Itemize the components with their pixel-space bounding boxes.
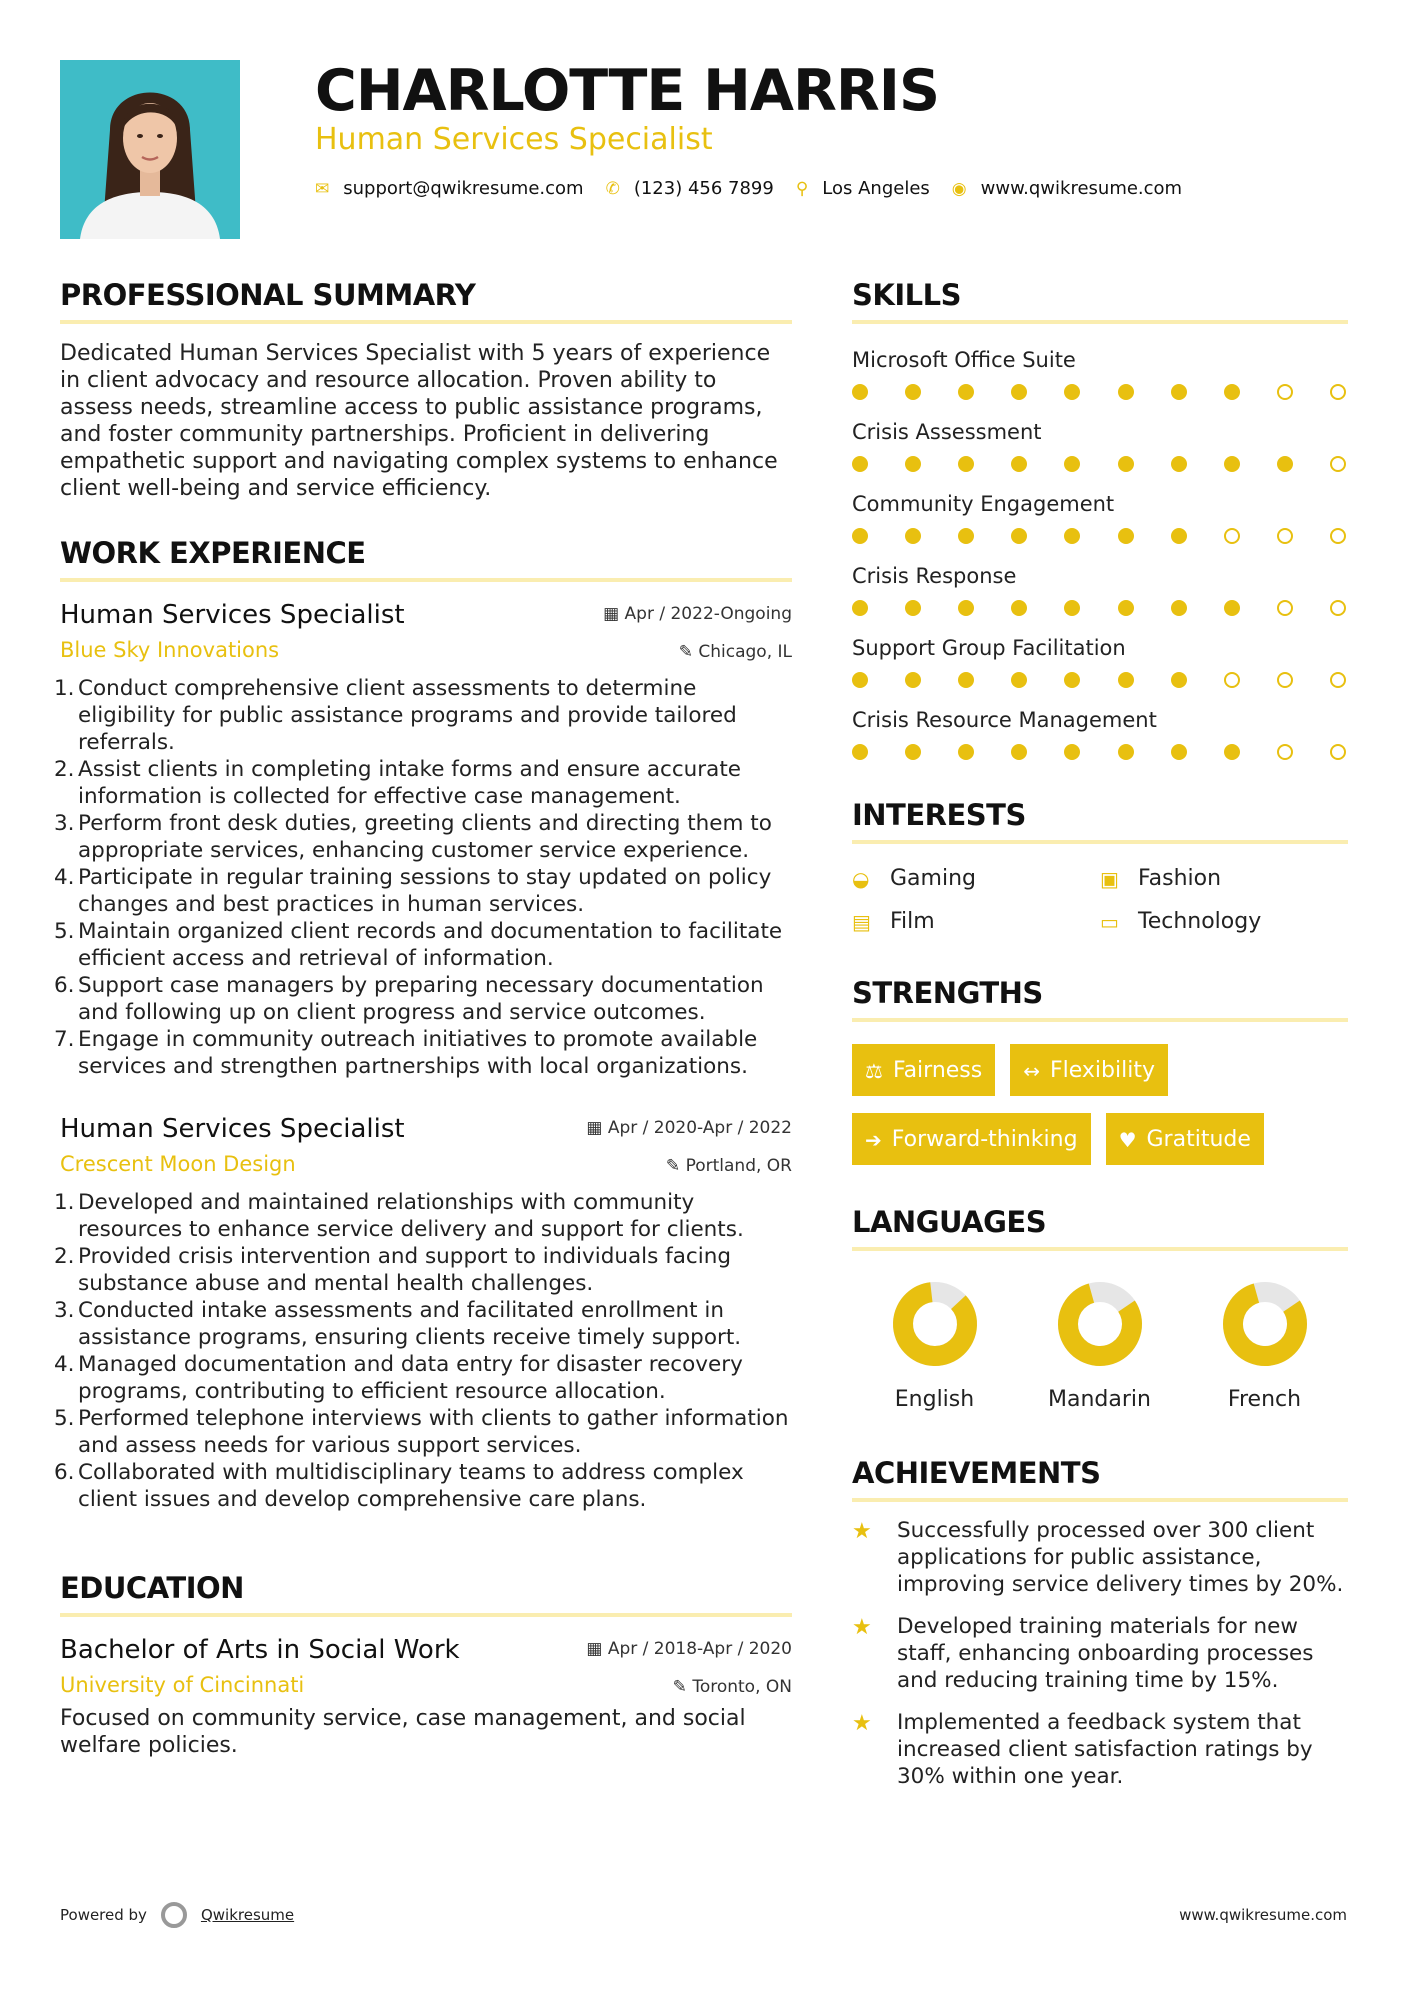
languages-heading: LANGUAGES	[852, 1205, 1348, 1251]
powered-by-label: Powered by	[60, 1906, 147, 1924]
language-donut	[1055, 1279, 1145, 1369]
job-title: Human Services Specialist	[60, 1114, 405, 1144]
list-item	[54, 756, 792, 810]
rating-dot-empty	[1277, 744, 1293, 760]
list-text: Perform front desk duties, greeting clients and directing them to appropriate services, enhancing customer service experience.	[78, 811, 772, 863]
rating-dot-filled	[1118, 456, 1134, 472]
contact-email[interactable]: support@qwikresume.com	[343, 178, 584, 199]
portrait-illustration	[60, 60, 240, 239]
rating-dot-filled	[1171, 456, 1187, 472]
rating-dot-filled	[1171, 384, 1187, 400]
rating-dot-empty	[1330, 744, 1346, 760]
language-item	[1182, 1279, 1347, 1412]
achievements-heading: ACHIEVEMENTS	[852, 1456, 1348, 1502]
list-number: 1.	[54, 1190, 75, 1215]
rating-dot-filled	[1011, 456, 1027, 472]
list-text: Managed documentation and data entry for disaster recovery programs, contributing to efficient resource allocation.	[78, 1352, 743, 1404]
language-name: Mandarin	[1048, 1387, 1151, 1412]
heart-icon: ♥	[1118, 1127, 1137, 1152]
rating-dot-empty	[1330, 456, 1346, 472]
list-number: 2.	[54, 1244, 75, 1269]
list-item	[54, 1026, 792, 1080]
rating-dot-filled	[905, 384, 921, 400]
arrow-right-icon: ➔	[865, 1127, 882, 1152]
education-location-text: Toronto, ON	[692, 1677, 792, 1697]
skill-item	[852, 708, 1348, 760]
rating-dot-empty	[1330, 384, 1346, 400]
calendar-icon: ▦	[603, 604, 625, 624]
qwikresume-logo-icon	[161, 1902, 187, 1928]
list-number: 3.	[54, 1298, 75, 1323]
skill-rating	[852, 456, 1348, 472]
right-column	[852, 278, 1348, 1790]
skill-rating	[852, 528, 1348, 544]
achievements-list	[852, 1517, 1348, 1790]
education-entry	[60, 1635, 792, 1759]
calendar-icon: ▦	[586, 1118, 608, 1138]
education-heading: EDUCATION	[60, 1571, 792, 1617]
list-number: 4.	[54, 1352, 75, 1377]
job-location	[679, 642, 792, 662]
language-item	[1017, 1279, 1182, 1412]
gamepad-icon: ◒	[852, 866, 870, 891]
interest-item	[852, 866, 1100, 891]
envelope-icon: ✉	[315, 178, 330, 199]
job-entry	[54, 600, 792, 1080]
rating-dot-filled	[1064, 528, 1080, 544]
rating-dot-filled	[852, 744, 868, 760]
list-item	[54, 1297, 792, 1351]
job-location	[666, 1156, 792, 1176]
skill-item	[852, 636, 1348, 688]
rating-dot-filled	[1118, 600, 1134, 616]
list-text: Engage in community outreach initiatives to promote available services and strengthen partnerships with local organizations.	[78, 1027, 758, 1079]
rating-dot-filled	[1011, 528, 1027, 544]
strength-chip	[852, 1113, 1091, 1165]
contact-website[interactable]: www.qwikresume.com	[980, 178, 1183, 199]
list-number: 3.	[54, 811, 75, 836]
job-date	[603, 604, 792, 624]
candidate-name: CHARLOTTE HARRIS	[315, 58, 939, 124]
education-date	[586, 1639, 792, 1659]
skill-name: Support Group Facilitation	[852, 636, 1126, 660]
rating-dot-filled	[1277, 456, 1293, 472]
star-icon: ★	[852, 1519, 872, 1544]
rating-dot-empty	[1330, 528, 1346, 544]
job-location-text: Portland, OR	[685, 1156, 792, 1176]
interests-list	[852, 866, 1348, 934]
rating-dot-filled	[852, 456, 868, 472]
interest-label: Fashion	[1138, 866, 1222, 891]
skill-item	[852, 564, 1348, 616]
achievement-text: Implemented a feedback system that increased client satisfaction ratings by 30% within one year.	[897, 1710, 1313, 1789]
calendar-icon: ▦	[586, 1639, 608, 1659]
list-item	[54, 675, 792, 756]
brand-link[interactable]: Qwikresume	[200, 1906, 295, 1924]
skill-rating	[852, 600, 1348, 616]
phone-icon: ✆	[605, 178, 620, 199]
interest-label: Film	[890, 909, 935, 934]
skill-rating	[852, 744, 1348, 760]
interest-label: Gaming	[890, 866, 976, 891]
strength-chip	[1106, 1113, 1264, 1165]
list-item	[54, 864, 792, 918]
language-name: English	[894, 1387, 975, 1412]
rating-dot-empty	[1224, 672, 1240, 688]
rating-dot-filled	[1011, 744, 1027, 760]
list-number: 1.	[54, 676, 75, 701]
star-icon: ★	[852, 1711, 872, 1736]
film-icon: ▤	[852, 909, 871, 934]
scale-icon: ⚖	[865, 1058, 883, 1083]
rating-dot-empty	[1277, 528, 1293, 544]
strength-label: Forward-thinking	[891, 1127, 1078, 1152]
list-text: Provided crisis intervention and support to individuals facing substance abuse and mental health challenges.	[78, 1244, 731, 1296]
footer-powered-by	[60, 1902, 294, 1928]
rating-dot-filled	[1011, 384, 1027, 400]
rating-dot-filled	[1064, 744, 1080, 760]
rating-dot-filled	[1011, 672, 1027, 688]
achievement-text: Developed training materials for new staff, enhancing onboarding processes and reducing training time by 15%.	[897, 1614, 1314, 1693]
skills-heading: SKILLS	[852, 278, 1348, 324]
rating-dot-filled	[1064, 456, 1080, 472]
job-bullets	[54, 1189, 792, 1513]
education-description: Focused on community service, case management, and social welfare policies.	[60, 1706, 746, 1758]
strengths-list	[852, 1044, 1348, 1165]
skill-name: Crisis Resource Management	[852, 708, 1157, 732]
list-text: Participate in regular training sessions to stay updated on policy changes and best practices in human services.	[78, 865, 772, 917]
list-text: Conduct comprehensive client assessments to determine eligibility for public assistance programs and provide tailored referrals.	[78, 676, 737, 755]
rating-dot-filled	[1118, 528, 1134, 544]
list-item	[54, 1459, 792, 1513]
strength-chip	[1010, 1044, 1168, 1096]
degree-title: Bachelor of Arts in Social Work	[60, 1635, 460, 1665]
rating-dot-filled	[852, 672, 868, 688]
list-number: 6.	[54, 973, 75, 998]
achievement-text: Successfully processed over 300 client applications for public assistance, improving service delivery times by 20%.	[897, 1518, 1344, 1597]
skills-list	[852, 348, 1348, 760]
list-number: 5.	[54, 919, 75, 944]
contact-bar	[315, 178, 1204, 199]
education-date-text: Apr / 2018-Apr / 2020	[607, 1639, 792, 1659]
language-donut	[1220, 1279, 1310, 1369]
list-item	[54, 1351, 792, 1405]
candidate-title: Human Services Specialist	[315, 122, 713, 157]
list-item	[54, 918, 792, 972]
rating-dot-empty	[1277, 672, 1293, 688]
shopping-bag-icon: ▣	[1100, 866, 1119, 891]
list-item	[54, 1405, 792, 1459]
list-item	[54, 1243, 792, 1297]
rating-dot-filled	[1224, 600, 1240, 616]
achievement-item	[852, 1709, 1348, 1790]
list-text: Assist clients in completing intake forms and ensure accurate information is collected for effective case management.	[78, 757, 741, 809]
list-item	[54, 810, 792, 864]
strengths-heading: STRENGTHS	[852, 976, 1348, 1022]
contact-location: Los Angeles	[822, 178, 930, 199]
school-name: University of Cincinnati	[60, 1673, 305, 1697]
list-number: 4.	[54, 865, 75, 890]
rating-dot-filled	[1171, 528, 1187, 544]
rating-dot-empty	[1277, 384, 1293, 400]
list-text: Maintain organized client records and documentation to facilitate efficient access and retrieval of information.	[78, 919, 783, 971]
rating-dot-empty	[1224, 528, 1240, 544]
interest-item	[1100, 866, 1348, 891]
job-bullets	[54, 675, 792, 1080]
list-number: 7.	[54, 1027, 75, 1052]
location-pin-icon: ⚲	[795, 178, 809, 199]
rating-dot-filled	[958, 456, 974, 472]
language-name: French	[1227, 1387, 1302, 1412]
strength-label: Fairness	[892, 1058, 983, 1083]
rating-dot-filled	[1118, 672, 1134, 688]
skill-name: Microsoft Office Suite	[852, 348, 1076, 372]
job-company: Blue Sky Innovations	[60, 638, 280, 662]
skill-item	[852, 420, 1348, 472]
rating-dot-filled	[1224, 456, 1240, 472]
rating-dot-filled	[1064, 384, 1080, 400]
list-number: 2.	[54, 757, 75, 782]
job-date-text: Apr / 2020-Apr / 2022	[607, 1118, 792, 1138]
job-company: Crescent Moon Design	[60, 1152, 296, 1176]
interest-label: Technology	[1138, 909, 1262, 934]
rating-dot-filled	[1171, 744, 1187, 760]
rating-dot-filled	[958, 744, 974, 760]
list-number: 6.	[54, 1460, 75, 1485]
footer-url[interactable]: www.qwikresume.com	[1179, 1906, 1347, 1924]
education-location	[673, 1677, 792, 1697]
summary-heading: PROFESSIONAL SUMMARY	[60, 278, 792, 324]
language-item	[852, 1279, 1017, 1412]
profile-photo	[60, 60, 240, 239]
globe-icon: ◉	[951, 178, 967, 199]
pushpin-icon: ✎	[678, 642, 699, 662]
rating-dot-empty	[1330, 600, 1346, 616]
rating-dot-filled	[852, 384, 868, 400]
rating-dot-filled	[905, 744, 921, 760]
rating-dot-filled	[1064, 600, 1080, 616]
rating-dot-filled	[958, 528, 974, 544]
contact-phone[interactable]: (123) 456 7899	[633, 178, 774, 199]
rating-dot-filled	[1064, 672, 1080, 688]
strength-chip	[852, 1044, 995, 1096]
rating-dot-filled	[905, 528, 921, 544]
job-location-text: Chicago, IL	[698, 642, 792, 662]
list-number: 5.	[54, 1406, 75, 1431]
rating-dot-filled	[1011, 600, 1027, 616]
rating-dot-filled	[958, 600, 974, 616]
job-date-text: Apr / 2022-Ongoing	[624, 604, 792, 624]
skill-item	[852, 492, 1348, 544]
rating-dot-filled	[852, 600, 868, 616]
rating-dot-filled	[1224, 744, 1240, 760]
rating-dot-filled	[1118, 744, 1134, 760]
star-icon: ★	[852, 1615, 872, 1640]
rating-dot-filled	[1224, 384, 1240, 400]
job-entry	[54, 1114, 792, 1513]
list-item	[54, 1189, 792, 1243]
rating-dot-filled	[905, 672, 921, 688]
list-text: Performed telephone interviews with clients to gather information and assess needs for various support services.	[78, 1406, 789, 1458]
arrows-horizontal-icon: ↔	[1023, 1058, 1040, 1083]
achievement-item	[852, 1517, 1348, 1598]
job-title: Human Services Specialist	[60, 600, 405, 630]
language-donut	[890, 1279, 980, 1369]
skill-item	[852, 348, 1348, 400]
rating-dot-filled	[852, 528, 868, 544]
list-text: Support case managers by preparing necessary documentation and following up on client progress and service outcomes.	[78, 973, 764, 1025]
pushpin-icon: ✎	[665, 1156, 686, 1176]
interests-heading: INTERESTS	[852, 798, 1348, 844]
skill-name: Crisis Response	[852, 564, 1017, 588]
list-text: Developed and maintained relationships with community resources to enhance service delivery and support for clients.	[78, 1190, 744, 1242]
job-date	[586, 1118, 792, 1138]
rating-dot-filled	[1171, 600, 1187, 616]
languages-list	[852, 1279, 1348, 1412]
interest-item	[1100, 909, 1348, 934]
list-text: Conducted intake assessments and facilitated enrollment in assistance programs, ensuring clients receive timely support.	[78, 1298, 742, 1350]
rating-dot-empty	[1330, 672, 1346, 688]
skill-rating	[852, 384, 1348, 400]
achievement-item	[852, 1613, 1348, 1694]
rating-dot-filled	[1171, 672, 1187, 688]
list-text: Collaborated with multidisciplinary teams to address complex client issues and develop comprehensive care plans.	[78, 1460, 744, 1512]
rating-dot-filled	[958, 384, 974, 400]
left-column	[54, 278, 792, 1759]
pushpin-icon: ✎	[672, 1677, 693, 1697]
rating-dot-filled	[1118, 384, 1134, 400]
skill-name: Crisis Assessment	[852, 420, 1042, 444]
skill-rating	[852, 672, 1348, 688]
rating-dot-filled	[905, 456, 921, 472]
skill-name: Community Engagement	[852, 492, 1115, 516]
list-item	[54, 972, 792, 1026]
interest-item	[852, 909, 1100, 934]
laptop-icon: ▭	[1100, 909, 1119, 934]
rating-dot-filled	[958, 672, 974, 688]
strength-label: Flexibility	[1050, 1058, 1155, 1083]
strength-label: Gratitude	[1146, 1127, 1251, 1152]
summary-text: Dedicated Human Services Specialist with 5 years of experience in client advocacy and resource allocation. Proven ability to assess needs, streamline access to public assistance programs, and foster community partnerships. Proficient in delivering empathetic support and navigating complex systems to enhance client well-being and service efficiency.	[60, 341, 778, 501]
rating-dot-empty	[1277, 600, 1293, 616]
rating-dot-filled	[905, 600, 921, 616]
experience-heading: WORK EXPERIENCE	[60, 536, 792, 582]
